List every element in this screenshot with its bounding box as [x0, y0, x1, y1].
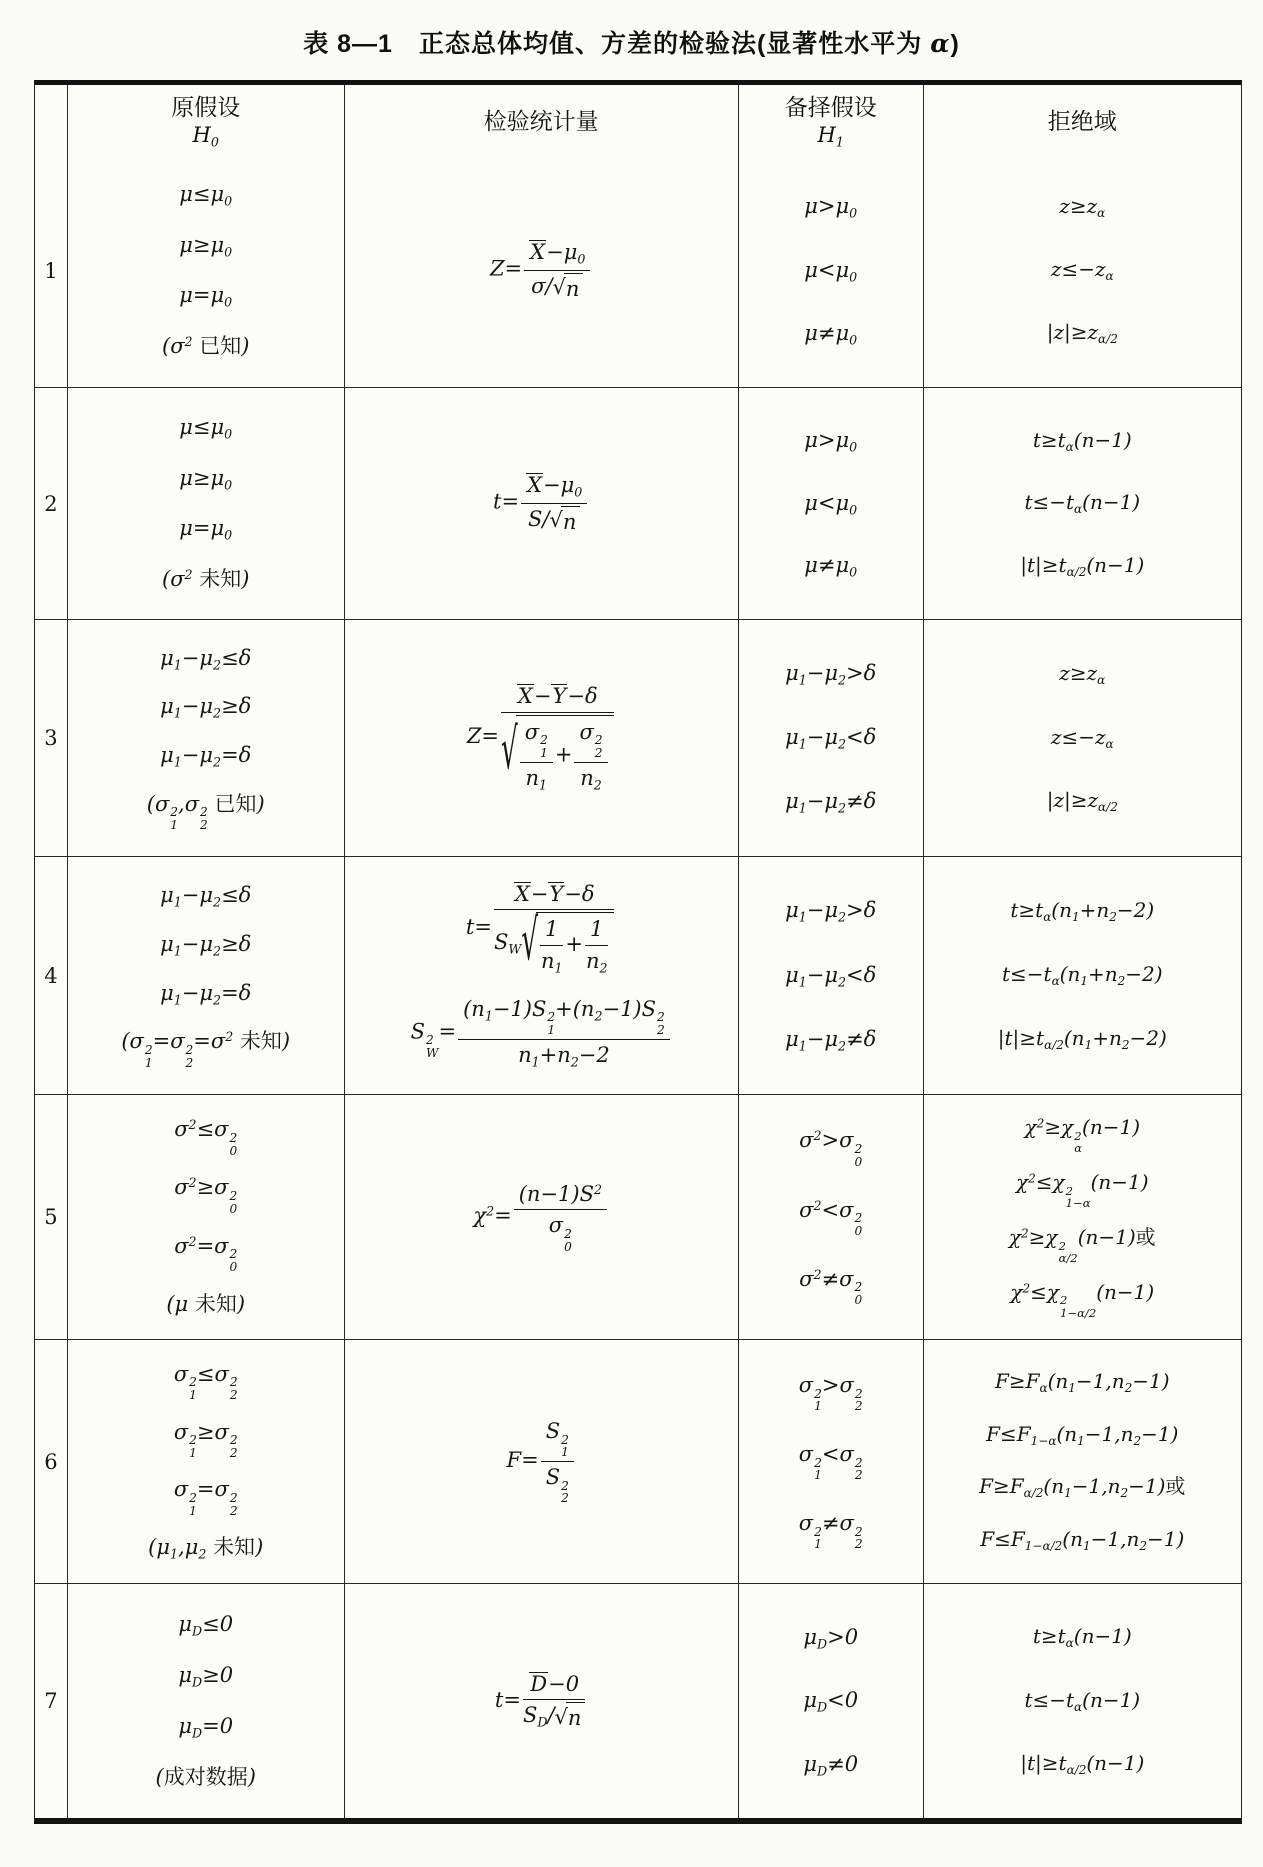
rejection-region-cell [923, 388, 1241, 619]
alternative-hypothesis-cell [738, 1095, 923, 1339]
formula-line: $\mu\ne\mu_0$ [804, 320, 858, 348]
hypothesis-test-table [34, 80, 1242, 1824]
formula-line: $|z|\ge z_{\alpha/2}$ [1046, 788, 1118, 815]
formula-line: $\mu<\mu_0$ [804, 490, 858, 517]
rejection-region-cell [923, 1340, 1241, 1583]
formula-line: ($\mu_1,\mu_2$ 未知) [148, 1535, 264, 1562]
formula-line: $|t|\ge t_{\alpha/2}(n-1)$ [1020, 1750, 1145, 1778]
formula-line: $\mu\ne\mu_0$ [804, 553, 858, 580]
alternative-hypothesis-cell [738, 620, 923, 856]
formula-line: $\mu_1-\mu_2\ge\delta$ [160, 931, 252, 959]
formula-line: $t\ge t_\alpha(n_1+n_2-2)$ [1010, 898, 1155, 925]
formula-line: $\mu_D=0$ [178, 1714, 234, 1741]
formula-line: $|t|\ge t_{\alpha/2}(n_1+n_2-2)$ [997, 1026, 1167, 1053]
formula-line: $z\ge z_\alpha$ [1059, 660, 1106, 687]
formula-line: (σ 2 1 =σ 2 2 $=\sigma^2$ 未知) [121, 1029, 291, 1070]
formula-line: t= D−0 $S_D/$ √ n [495, 1671, 588, 1732]
formula-line: $\chi^2\ge\chi$ 2 α (n−1) [1024, 1115, 1141, 1155]
table-row [35, 154, 1241, 387]
row-number: 5 [44, 1205, 58, 1230]
alternative-hypothesis-cell [738, 388, 923, 619]
header-null-hypothesis: 原假设 $H_0$ [67, 85, 344, 154]
formula-line: $\sigma^2>\sigma$ 2 0 [799, 1128, 863, 1169]
formula-line: $\mu<\mu_0$ [804, 257, 858, 284]
formula-line: Z= $X-\mu_0$ σ/ √ n [490, 239, 592, 301]
formula-line: $t\le-t_\alpha(n-1)$ [1024, 1687, 1141, 1714]
null-hypothesis-cell [67, 1095, 344, 1339]
formula-line: $t\ge t_\alpha(n-1)$ [1032, 427, 1132, 454]
row-number: 1 [44, 258, 58, 283]
formula-line: σ 2 1 ≠σ 2 2 [798, 1511, 863, 1552]
formula-line: $\mu=\mu_0$ [179, 516, 233, 543]
rejection-region-cell [923, 1095, 1241, 1339]
null-hypothesis-cell [67, 388, 344, 619]
alternative-hypothesis-cell [738, 1340, 923, 1583]
formula-line: ($\sigma^2$ 未知) [162, 566, 250, 591]
formula-line: t= X−Y−δ $S_W$ √ $\frac{1}{n_1}$ + $\frac{1}{n_2}$ [466, 881, 616, 976]
formula-line: $\mu=\mu_0$ [179, 283, 233, 310]
test-statistic-cell [344, 620, 738, 856]
table-body [35, 154, 1241, 1818]
formula-line: $\mu_1-\mu_2\ne\delta$ [785, 1026, 877, 1054]
formula-line: (μ 未知) [166, 1291, 246, 1316]
formula-line: $\sigma^2\le\sigma$ 2 0 [174, 1117, 238, 1158]
test-statistic-cell [344, 857, 738, 1094]
rejection-region-cell [923, 1584, 1241, 1818]
formula-line: $\mu_1-\mu_2=\delta$ [160, 742, 252, 770]
null-hypothesis-cell [67, 1584, 344, 1818]
null-hypothesis-cell [67, 620, 344, 856]
formula-line: $\mu_1-\mu_2\ge\delta$ [160, 694, 252, 721]
formula-line: σ 2 1 ≤σ 2 2 [173, 1361, 238, 1403]
formula-line: ($\sigma^2$ 已知) [162, 334, 250, 359]
formula-line: $\mu_D\le 0$ [178, 1612, 234, 1639]
table-row [35, 619, 1241, 856]
formula-line: $t\le-t_\alpha(n-1)$ [1024, 490, 1141, 517]
rejection-region-cell [923, 857, 1241, 1094]
formula-line: $\mu>\mu_0$ [804, 427, 858, 455]
formula-line: $|z|\ge z_{\alpha/2}$ [1046, 320, 1118, 347]
formula-line: $\mu_1-\mu_2\le\delta$ [160, 882, 252, 910]
formula-line: Z= X−Y−δ √ σ 2 1 $n_1$ + σ 2 2 $n_2$ [467, 683, 616, 792]
formula-line: $\mu_1-\mu_2>\delta$ [785, 898, 877, 925]
formula-line: $F\le F_{1-\alpha/2}(n_1-1,n_2-1)$ [980, 1526, 1185, 1553]
header-alternative-hypothesis: 备择假设 $H_1$ [738, 85, 923, 154]
row-number: 2 [44, 491, 58, 516]
test-statistic-cell [344, 154, 738, 387]
formula-line: $\chi^2\ge\chi$ 2 α/2 (n−1)或 [1008, 1225, 1156, 1265]
rejection-region-cell [923, 620, 1241, 856]
row-number: 7 [44, 1689, 58, 1714]
formula-line: $F\ge F_\alpha(n_1-1,n_2-1)$ [994, 1369, 1170, 1396]
formula-line: $\mu\ge\mu_0$ [179, 232, 233, 259]
formula-line: $\mu_1-\mu_2=\delta$ [160, 980, 252, 1007]
formula-line: $\mu_D\ne 0$ [803, 1751, 859, 1778]
formula-line: $\mu_1-\mu_2\le\delta$ [160, 645, 252, 673]
formula-line: S 2 W = $(n_1-1)S$ 2 1 $+(n_2-1)S$ 2 2 $n_1+n_2-2$ [411, 996, 672, 1070]
formula-line: σ 2 1 ≥σ 2 2 [173, 1419, 238, 1460]
formula-line: $F\ge F_{\alpha/2}(n_1-1,n_2-1)$或 [979, 1474, 1186, 1501]
formula-line: $F\le F_{1-\alpha}(n_1-1,n_2-1)$ [986, 1421, 1179, 1449]
rejection-region-cell [923, 154, 1241, 387]
table-title: 表 8—1 正态总体均值、方差的检验法(显著性水平为 α) [303, 29, 960, 58]
alternative-hypothesis-cell [738, 154, 923, 387]
formula-line: $z\ge z_\alpha$ [1059, 194, 1106, 221]
table-row [35, 387, 1241, 619]
table-row [35, 1094, 1241, 1339]
row-number: 3 [44, 726, 58, 751]
row-number: 4 [44, 963, 58, 988]
table-row [35, 1339, 1241, 1583]
row-number: 6 [44, 1449, 58, 1474]
formula-line: (σ 2 1 ,σ 2 2 已知) [146, 791, 265, 832]
formula-line: $\chi^2=$ $(n-1)S^2$ σ 2 0 [473, 1181, 609, 1253]
formula-line: $\chi^2\le\chi$ 2 1−α/2 (n−1) [1010, 1280, 1155, 1320]
formula-line: $\mu_D\ge 0$ [178, 1663, 234, 1690]
formula-line: $\sigma^2\ne\sigma$ 2 0 [799, 1266, 863, 1308]
formula-line: $\mu_1-\mu_2<\delta$ [785, 725, 877, 752]
test-statistic-cell [344, 1340, 738, 1583]
formula-line: $|t|\ge t_{\alpha/2}(n-1)$ [1020, 552, 1145, 579]
header-test-statistic: 检验统计量 [344, 85, 738, 154]
alternative-hypothesis-cell [738, 857, 923, 1094]
formula-line: σ 2 1 >σ 2 2 [798, 1373, 863, 1414]
null-hypothesis-cell [67, 154, 344, 387]
formula-line: $z\le-z_\alpha$ [1050, 724, 1114, 751]
formula-line: $\mu_D<0$ [803, 1688, 859, 1715]
test-statistic-cell [344, 1584, 738, 1818]
alternative-hypothesis-cell [738, 1584, 923, 1818]
formula-line: $\mu_1-\mu_2<\delta$ [785, 962, 877, 989]
formula-line: $\mu_D>0$ [803, 1624, 859, 1651]
formula-line: $t\ge t_\alpha(n-1)$ [1032, 1624, 1132, 1651]
table-row [35, 1583, 1241, 1818]
table-row [35, 856, 1241, 1094]
null-hypothesis-cell [67, 1340, 344, 1583]
formula-line: F= S 2 1 S 2 2 [507, 1418, 576, 1505]
formula-line: $\mu_1-\mu_2>\delta$ [785, 661, 877, 688]
test-statistic-cell [344, 388, 738, 619]
table-header-row [35, 85, 1241, 154]
formula-line: $\sigma^2=\sigma$ 2 0 [174, 1233, 238, 1274]
formula-line: $\sigma^2\ge\sigma$ 2 0 [174, 1175, 238, 1216]
formula-line: σ 2 1 =σ 2 2 [173, 1477, 238, 1518]
formula-line: $\mu>\mu_0$ [804, 194, 858, 221]
formula-line: $z\le-z_\alpha$ [1050, 257, 1114, 284]
header-row-number [35, 85, 67, 154]
header-rejection-region: 拒绝域 [923, 85, 1241, 154]
formula-line: $\mu\le\mu_0$ [179, 181, 233, 209]
formula-line: $\sigma^2<\sigma$ 2 0 [799, 1197, 863, 1238]
formula-line: $t\le-t_\alpha(n_1+n_2-2)$ [1001, 962, 1163, 989]
null-hypothesis-cell [67, 857, 344, 1094]
formula-line: $\mu_1-\mu_2\ne\delta$ [785, 789, 877, 816]
formula-line: $\mu\ge\mu_0$ [179, 465, 233, 493]
formula-line: $\chi^2\le\chi$ 2 1−α (n−1) [1016, 1170, 1149, 1210]
formula-line: σ 2 1 <σ 2 2 [798, 1442, 863, 1483]
formula-line: (成对数据) [155, 1765, 256, 1789]
test-statistic-cell [344, 1095, 738, 1339]
formula-line: t= $X-\mu_0$ S/ √ n [493, 472, 589, 534]
formula-line: $\mu\le\mu_0$ [179, 415, 233, 442]
